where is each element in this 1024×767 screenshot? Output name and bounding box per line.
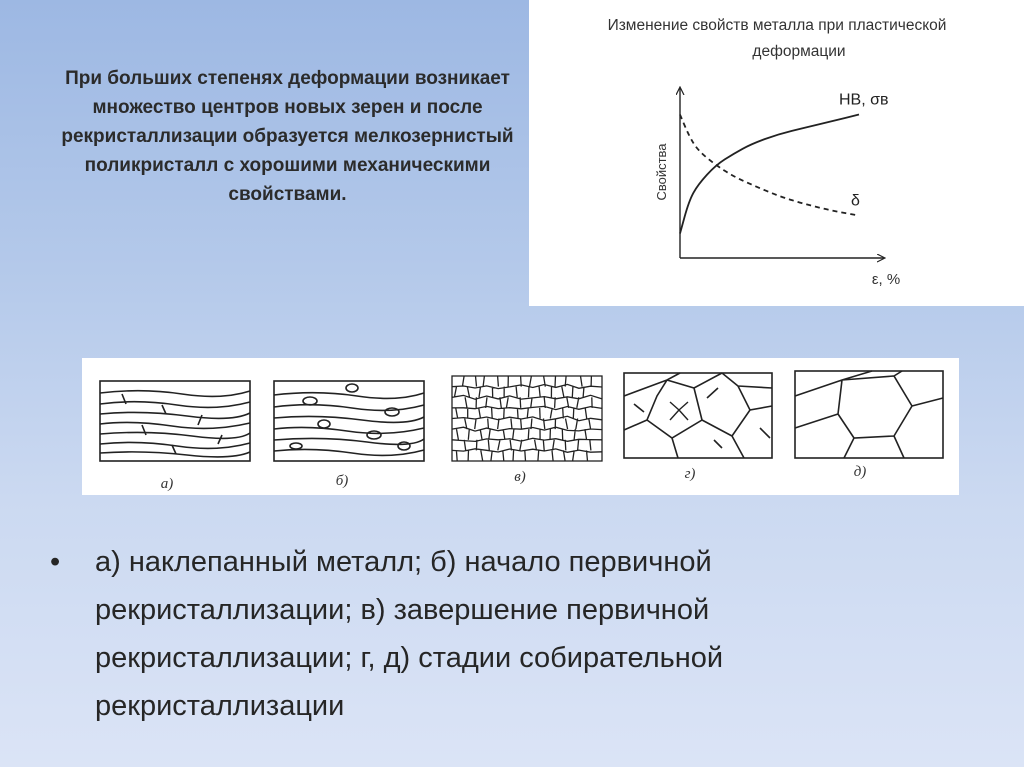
microstructure-drawing [82, 358, 959, 495]
figure-g-grain-growth [624, 373, 772, 458]
figure-d-grain-growth [795, 371, 943, 458]
figure-a-work-hardened [100, 381, 250, 461]
y-axis-label: Свойства [654, 143, 669, 201]
chart-title-line2: деформации [752, 43, 846, 60]
figure-label-g: г) [684, 466, 696, 482]
x-axis-label: ε, % [871, 271, 901, 288]
figure-label-v: в) [514, 469, 526, 485]
chart-series-group [680, 92, 889, 234]
series-label-1: δ [851, 192, 860, 210]
chart-title-line1: Изменение свойств металла при пластической [607, 17, 947, 34]
figure-b-recrystallization-start [274, 381, 424, 461]
figure-label-d: д) [853, 464, 867, 480]
figure-label-a: а) [160, 476, 174, 492]
figure-label-b: б) [335, 473, 349, 489]
caption-text: а) наклепанный металл; б) начало первичной рекристаллизации; в) завершение первичной рекристаллизации; г, д) стадии собирательной рекристаллизации [95, 546, 724, 722]
series-line-1 [680, 115, 859, 216]
bullet-marker: • [50, 546, 61, 578]
property-chart-panel [529, 0, 1024, 306]
series-line-0 [680, 115, 859, 234]
series-label-0: HB, σв [839, 91, 889, 109]
property-chart [529, 0, 1024, 306]
figure-caption [50, 538, 950, 730]
figure-v-recrystallization-end [452, 376, 602, 461]
intro-paragraph: При больших степенях деформации возникает множество центров новых зерен и после рекристаллизации образуется мелкозернистый поликристалл с хорошими механическими свойствами. [61, 68, 514, 205]
microstructure-figures [82, 358, 959, 495]
